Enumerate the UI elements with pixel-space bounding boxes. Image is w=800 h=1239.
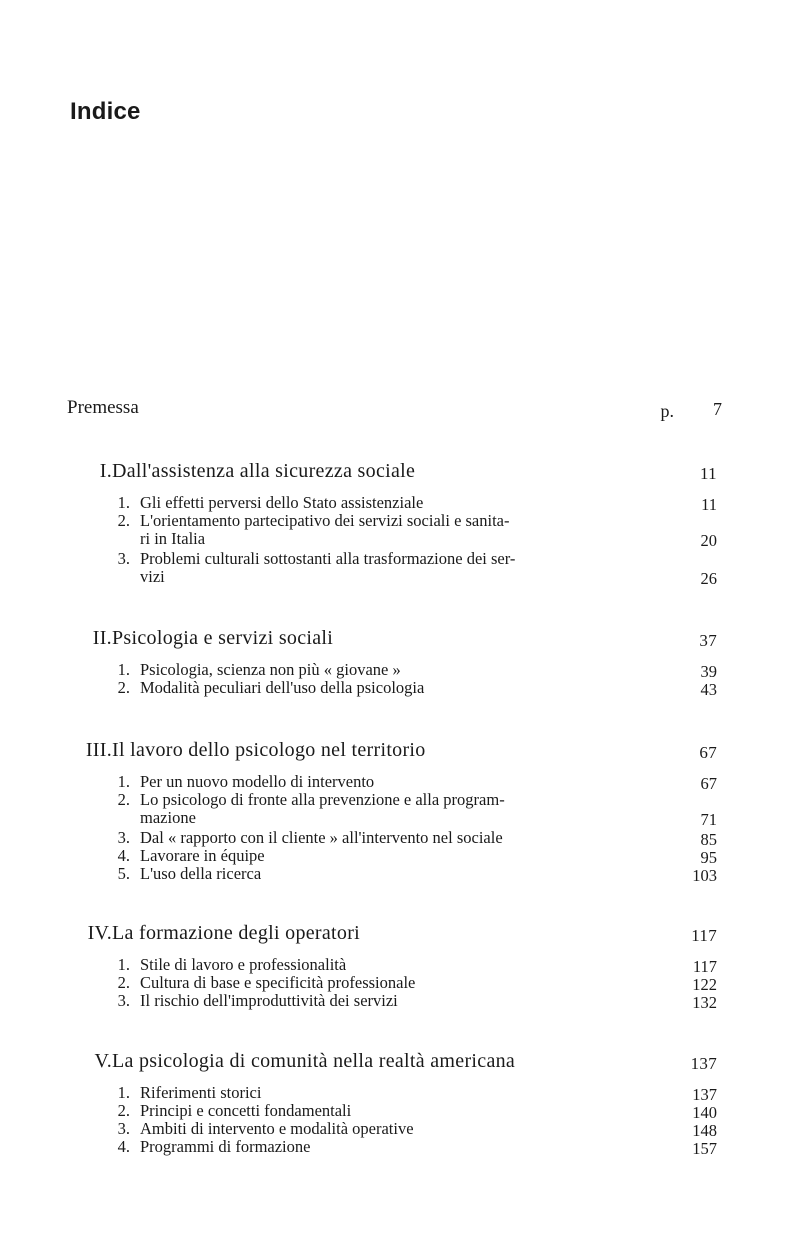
section-list (0, 1084, 800, 1156)
section-page-number: 122 (692, 975, 717, 994)
section-title (140, 847, 620, 865)
chapter-heading (0, 1050, 800, 1080)
chapter-title: Il lavoro dello psicologo nel territorio (112, 739, 426, 761)
section-page-number: 117 (692, 957, 717, 976)
section-title (140, 661, 620, 679)
section-page-number: 148 (692, 1121, 717, 1140)
chapter-heading (0, 739, 800, 769)
toc-section (0, 992, 800, 1010)
section-page-number: 140 (692, 1103, 717, 1122)
section-page-number: 103 (692, 866, 717, 885)
section-title-line: Gli effetti perversi dello Stato assistenziale (140, 493, 424, 512)
chapter-page-number: 37 (699, 631, 717, 650)
toc-section (0, 865, 800, 883)
toc-section (0, 661, 800, 679)
section-title-line: Programmi di formazione (140, 1137, 311, 1156)
section-title (140, 512, 620, 548)
chapter-title: La psicologia di comunità nella realtà americana (112, 1050, 516, 1072)
section-title (140, 679, 620, 697)
section-page-number: 157 (692, 1139, 717, 1158)
chapter-number: III. (85, 739, 112, 761)
section-number: 3. (117, 549, 130, 568)
section-title-line: mazione (140, 808, 196, 827)
section-number: 2. (117, 973, 130, 992)
section-title-line: Modalità peculiari dell'uso della psicologia (140, 678, 425, 697)
chapter-page-number: 137 (690, 1054, 717, 1073)
section-title (140, 1084, 620, 1102)
section-title (140, 1138, 620, 1156)
section-number: 2. (117, 790, 130, 809)
toc-section (0, 1138, 800, 1156)
section-title-line: ri in Italia (140, 529, 206, 548)
section-number: 3. (117, 991, 130, 1010)
section-title-line: Dal « rapporto con il cliente » all'intervento nel sociale (140, 828, 503, 847)
page-prefix: p. (660, 401, 674, 421)
section-number: 1. (117, 660, 130, 679)
section-page-number: 95 (700, 848, 717, 867)
section-title (140, 829, 620, 847)
section-title-line: vizi (140, 567, 165, 586)
section-title-line: Lavorare in équipe (140, 846, 265, 865)
chapter-number: I. (99, 460, 112, 482)
section-page-number: 20 (700, 531, 717, 550)
premessa-page-number: 7 (713, 399, 722, 419)
section-number: 1. (117, 493, 130, 512)
section-page-number: 85 (700, 830, 717, 849)
chapter-page-number: 117 (691, 926, 717, 945)
section-title-line: Principi e concetti fondamentali (140, 1101, 352, 1120)
section-title-line: L'uso della ricerca (140, 864, 262, 883)
toc-section (0, 847, 800, 865)
section-list (0, 773, 800, 883)
section-number: 1. (117, 772, 130, 791)
toc-section (0, 1120, 800, 1138)
chapter-number: IV. (87, 922, 112, 944)
section-title (140, 956, 620, 974)
toc-chapter (0, 1050, 800, 1156)
toc-section (0, 550, 800, 588)
chapter-heading (0, 627, 800, 657)
section-page-number: 67 (700, 774, 717, 793)
section-title (140, 550, 620, 586)
toc-chapter (0, 739, 800, 883)
section-list (0, 956, 800, 1010)
section-title-line: Per un nuovo modello di intervento (140, 772, 375, 791)
section-number: 3. (117, 828, 130, 847)
toc-section (0, 1102, 800, 1120)
section-number: 4. (117, 1137, 130, 1156)
section-title-line: Problemi culturali sottostanti alla trasformazione dei ser- (140, 549, 516, 568)
section-list (0, 661, 800, 697)
toc-section (0, 974, 800, 992)
section-title-line: L'orientamento partecipativo dei servizi sociali e sanita- (140, 511, 510, 530)
section-title (140, 992, 620, 1010)
section-title (140, 974, 620, 992)
toc-section (0, 1084, 800, 1102)
section-title (140, 1102, 620, 1120)
section-number: 2. (117, 511, 130, 530)
section-page-number: 71 (700, 810, 717, 829)
toc-section (0, 791, 800, 829)
section-title-line: Stile di lavoro e professionalità (140, 955, 347, 974)
toc-chapter (0, 922, 800, 1010)
toc-section (0, 829, 800, 847)
section-list (0, 494, 800, 588)
chapter-title: Psicologia e servizi sociali (112, 627, 334, 649)
section-number: 5. (117, 864, 130, 883)
section-number: 2. (117, 1101, 130, 1120)
section-title (140, 773, 620, 791)
chapter-page-number: 11 (700, 464, 717, 483)
section-title-line: Psicologia, scienza non più « giovane » (140, 660, 401, 679)
toc-section (0, 494, 800, 512)
section-page-number: 43 (700, 680, 717, 699)
section-number: 4. (117, 846, 130, 865)
toc-section (0, 679, 800, 697)
toc-chapter (0, 627, 800, 697)
toc-chapter (0, 460, 800, 588)
chapter-title: La formazione degli operatori (112, 922, 361, 944)
premessa-label: Premessa (67, 397, 139, 418)
chapter-page-number: 67 (699, 743, 717, 762)
section-title-line: Riferimenti storici (140, 1083, 262, 1102)
section-title (140, 494, 620, 512)
chapter-number: V. (94, 1050, 112, 1072)
section-page-number: 11 (701, 495, 717, 514)
toc-entry-premessa (67, 397, 722, 423)
section-page-number: 39 (700, 662, 717, 681)
toc-section (0, 512, 800, 550)
section-title (140, 865, 620, 883)
chapter-number: II. (92, 627, 112, 649)
section-title-line: Ambiti di intervento e modalità operative (140, 1119, 414, 1138)
section-title (140, 1120, 620, 1138)
section-number: 1. (117, 1083, 130, 1102)
page-title: Indice (70, 98, 141, 125)
section-title-line: Lo psicologo di fronte alla prevenzione e alla program- (140, 790, 505, 809)
toc-section (0, 956, 800, 974)
section-number: 3. (117, 1119, 130, 1138)
chapter-heading (0, 460, 800, 490)
chapter-heading (0, 922, 800, 952)
section-title-line: Cultura di base e specificità professionale (140, 973, 416, 992)
section-page-number: 132 (692, 993, 717, 1012)
section-page-number: 26 (700, 569, 717, 588)
section-title (140, 791, 620, 827)
chapter-title: Dall'assistenza alla sicurezza sociale (112, 460, 416, 482)
toc-section (0, 773, 800, 791)
section-number: 1. (117, 955, 130, 974)
section-number: 2. (117, 678, 130, 697)
section-title-line: Il rischio dell'improduttività dei servizi (140, 991, 398, 1010)
section-page-number: 137 (692, 1085, 717, 1104)
